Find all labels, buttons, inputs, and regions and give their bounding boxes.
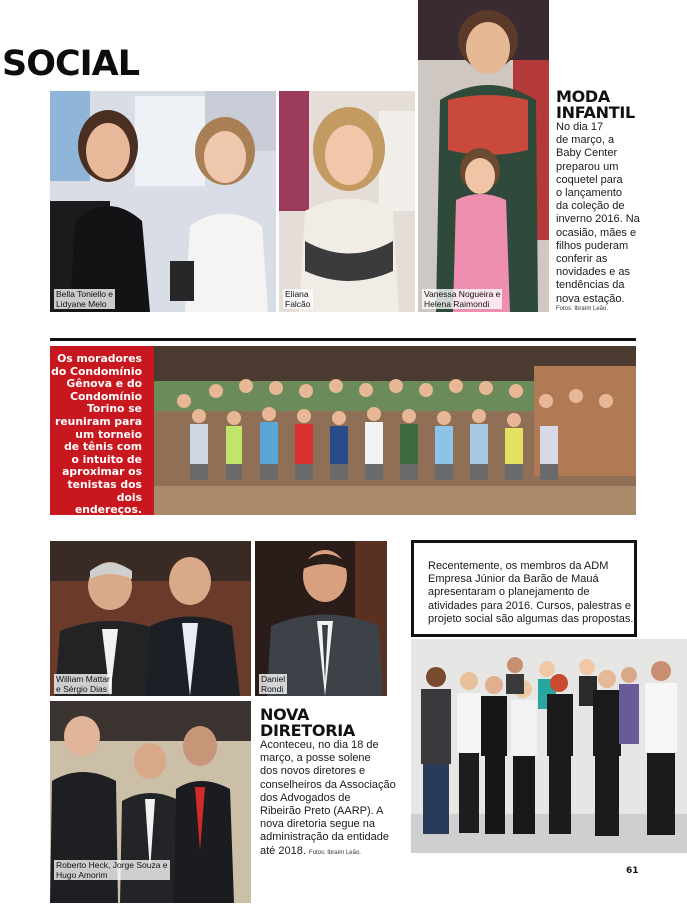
- moda-text-line: tendências da: [556, 279, 625, 292]
- adm-text-line: Recentemente, os membros da ADM: [428, 560, 609, 572]
- moda-text-line: coquetel para: [556, 173, 623, 186]
- moda-text: [556, 121, 684, 306]
- caption-roberto-jorge-hugo: [54, 860, 170, 880]
- caption-william-sergio: [54, 674, 112, 694]
- tenis-text-line: o intuito de: [71, 452, 142, 466]
- caption-line: Daniel: [261, 674, 286, 684]
- diretoria-text-line: março, a posse solene: [260, 752, 371, 765]
- photo-tenis-group: [154, 346, 636, 515]
- tenis-text-line: um torneio: [75, 427, 142, 441]
- diretoria-text: [260, 739, 410, 860]
- caption-line: Vanessa Nogueira e: [424, 289, 501, 299]
- caption-daniel: [259, 674, 287, 694]
- adm-text: [428, 560, 634, 626]
- caption-line: Falcão: [285, 299, 311, 309]
- diretoria-text-line: até 2018.: [260, 844, 306, 857]
- diretoria-text-line: nova diretoria segue na: [260, 818, 375, 831]
- diretoria-text-line: Aconteceu, no dia 18 de: [260, 739, 379, 751]
- caption-line: e Sérgio Dias: [56, 684, 108, 694]
- adm-text-line: atividades para 2016. Cursos, palestras e: [428, 599, 632, 612]
- caption-vanessa-helena: [422, 289, 502, 309]
- caption-line: Lidyane Melo: [56, 299, 107, 309]
- adm-text-line: Empresa Júnior da Barão de Mauá: [428, 573, 599, 586]
- moda-title-line1: MODA: [556, 87, 610, 106]
- moda-text-line: No dia 17: [556, 121, 604, 133]
- tenis-text-line: Torino se: [87, 402, 142, 416]
- caption-line: Roberto Heck, Jorge Souza e: [56, 860, 168, 870]
- moda-text-line: de março, a: [556, 134, 615, 147]
- moda-text-line: filhos puderam: [556, 239, 629, 252]
- moda-text-line: o lançamento: [556, 187, 623, 200]
- moda-title: [556, 89, 635, 121]
- caption-bella-lidyane: [54, 289, 115, 309]
- tenis-text-line: reuniram para: [55, 414, 142, 428]
- diretoria-text-line: dos novos diretores e: [260, 765, 366, 778]
- tenis-text-line: aproximar os: [62, 465, 142, 479]
- moda-text-line: nova estação.: [556, 292, 625, 305]
- moda-text-line: Baby Center: [556, 147, 618, 160]
- photo-bella-lidyane: [50, 91, 276, 312]
- caption-line: Helena Raimondi: [424, 299, 490, 309]
- moda-text-line: novidades e as: [556, 266, 630, 279]
- diretoria-text-last-line: [260, 845, 410, 860]
- tenis-text-line: tenistas dos: [67, 477, 142, 491]
- moda-title-line2: INFANTIL: [556, 103, 635, 122]
- photo-vanessa-helena: [418, 0, 549, 312]
- diretoria-title: [260, 707, 355, 739]
- diretoria-title-line1: NOVA: [260, 705, 310, 724]
- moda-text-line: conferir as: [556, 253, 608, 266]
- tenis-text-line: dois endereços.: [74, 490, 142, 517]
- moda-text-line: da coleção de: [556, 200, 625, 213]
- tenis-text-line: do Condomínio: [51, 364, 142, 378]
- tenis-text-line: Condomínio: [70, 389, 142, 403]
- moda-text-line: ocasião, mães e: [556, 226, 637, 239]
- diretoria-text-line: dos Advogados de: [260, 791, 351, 804]
- diretoria-photo-credit: Fotos: Ibraím Leão.: [308, 849, 361, 856]
- tenis-text-line: Os moradores: [57, 352, 142, 365]
- caption-line: Bella Toniello e: [56, 289, 114, 299]
- caption-line: Rondi: [261, 684, 284, 694]
- page-number: 61: [626, 866, 639, 876]
- diretoria-text-line: administração da entidade: [260, 831, 390, 844]
- photo-adm-group: [411, 639, 687, 853]
- section-divider: [50, 338, 636, 341]
- moda-text-line: inverno 2016. Na: [556, 213, 640, 226]
- diretoria-title-line2: DIRETORIA: [260, 721, 355, 740]
- adm-text-line: apresentaram o planejamento de: [428, 586, 590, 599]
- moda-text-line: preparou um: [556, 160, 619, 173]
- adm-text-line: projeto social são algumas das propostas.: [428, 612, 634, 625]
- tenis-text-box: [50, 346, 154, 515]
- moda-photo-credit: Fotos: Ibraím Leão.: [556, 306, 609, 312]
- photo-daniel: [255, 541, 387, 696]
- photo-william-sergio: [50, 541, 251, 696]
- adm-text-box: [411, 540, 637, 637]
- diretoria-text-line: conselheiros da Associação: [260, 778, 396, 791]
- diretoria-text-line: Ribeirão Preto (AARP). A: [260, 805, 384, 818]
- photo-eliana: [279, 91, 415, 312]
- caption-line: Hugo Amorim: [56, 870, 108, 880]
- caption-eliana: [283, 289, 313, 309]
- caption-line: William Mattar: [56, 674, 110, 684]
- tenis-text-line: Gênova e do: [66, 377, 142, 391]
- section-title: SOCIAL: [2, 44, 140, 84]
- tenis-text-line: de tênis com: [64, 440, 142, 454]
- caption-line: Eliana: [285, 289, 309, 299]
